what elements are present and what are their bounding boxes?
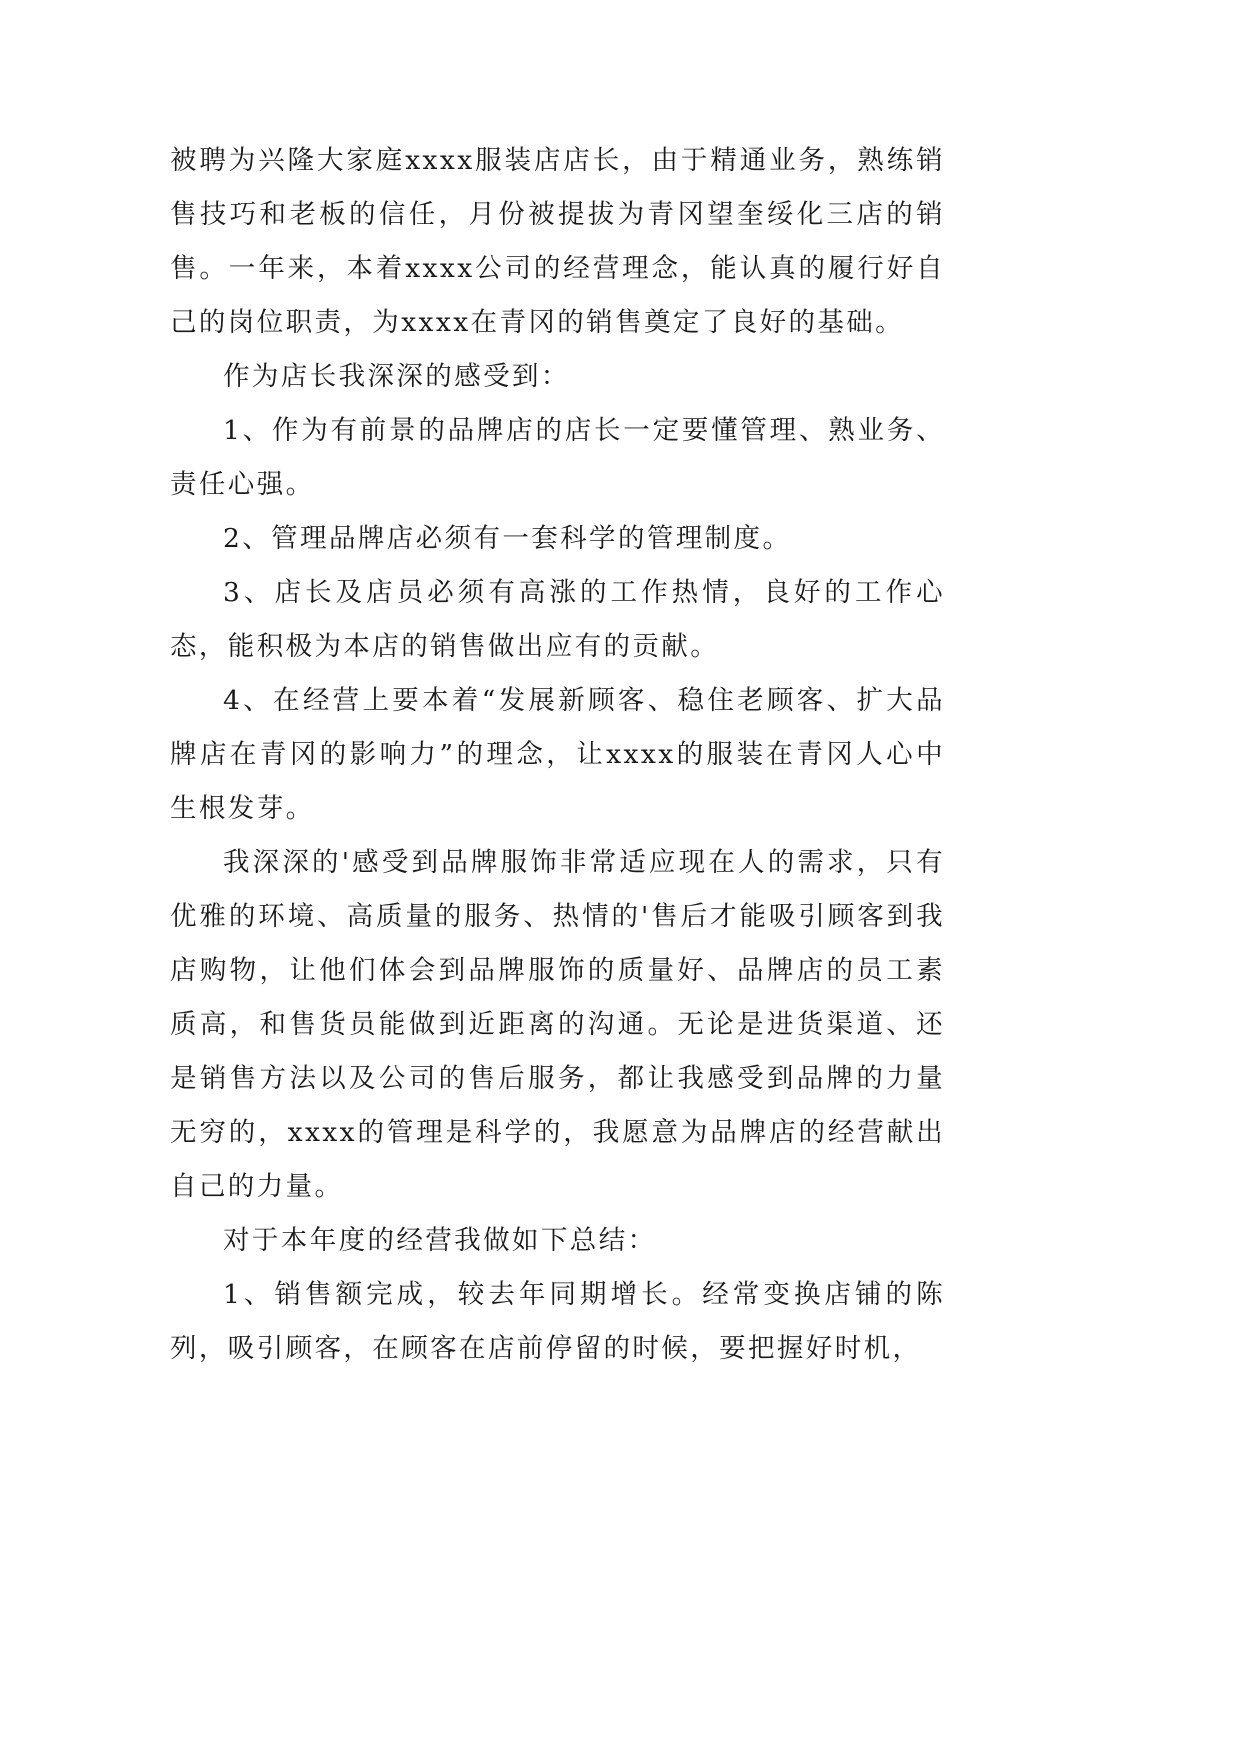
paragraph-summary-heading: 对于本年度的经营我做如下总结：: [223, 1225, 657, 1256]
paragraph-feelings-heading: 作为店长我深深的感受到：: [223, 361, 570, 392]
paragraph-point-1: 1、作为有前景的品牌店的店长一定要懂管理、熟业务、责任心强。: [170, 415, 945, 500]
paragraph-intro: 被聘为兴隆大家庭xxxx服装店店长，由于精通业务，熟练销售技巧和老板的信任，月份被提拔为青冈望奎绥化三店的销售。一年来，本着xxxx公司的经营理念，能认真的履行好自己的岗位职责，为xxxx在青冈的销售奠定了良好的基础。: [170, 145, 945, 338]
paragraph-summary-1: 1、销售额完成，较去年同期增长。经常变换店铺的陈列，吸引顾客，在顾客在店前停留的时候，要把握好时机，: [170, 1279, 945, 1364]
paragraph-brand-feelings: 我深深的'感受到品牌服饰非常适应现在人的需求，只有优雅的环境、高质量的服务、热情的'售后才能吸引顾客到我店购物，让他们体会到品牌服饰的质量好、品牌店的员工素质高，和售货员能做到近距离的沟通。无论是进货渠道、还是销售方法以及公司的售后服务，都让我感受到品牌的力量无穷的，xxxx的管理是科学的，我愿意为品牌店的经营献出自己的力量。: [170, 847, 945, 1202]
paragraph-point-2: 2、管理品牌店必须有一套科学的管理制度。: [223, 523, 792, 554]
paragraph-point-4: 4、在经营上要本着“发展新顾客、稳住老顾客、扩大品牌店在青冈的影响力”的理念，让xxxx的服装在青冈人心中生根发芽。: [170, 685, 945, 824]
paragraph-point-3: 3、店长及店员必须有高涨的工作热情，良好的工作心态，能积极为本店的销售做出应有的贡献。: [170, 577, 945, 662]
document-body: [170, 134, 945, 1376]
